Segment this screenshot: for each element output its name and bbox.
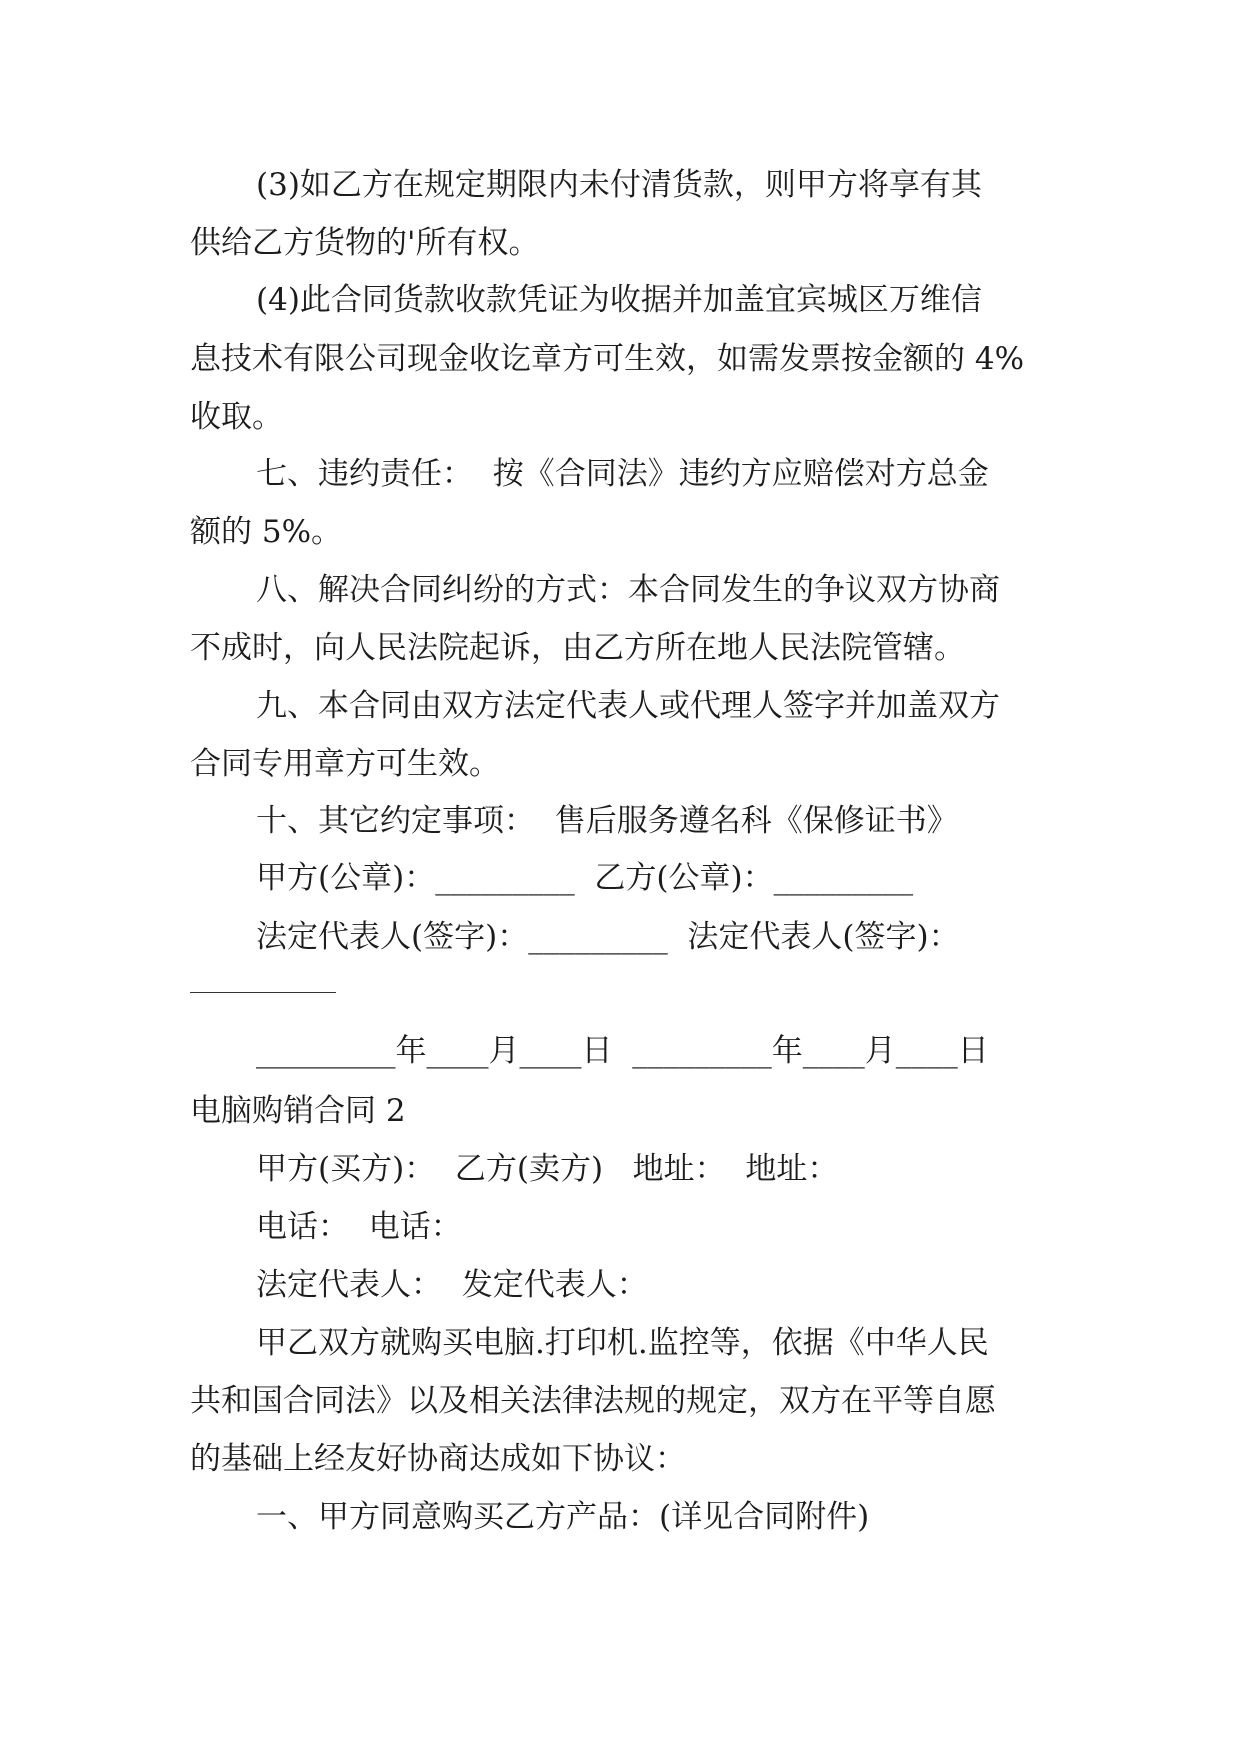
section-9-line-2: 合同专用章方可生效。: [190, 746, 500, 782]
contract-2-title: 电脑购销合同 2: [190, 1093, 406, 1129]
preamble-line-1: 甲乙双方就购买电脑.打印机.监控等，依据《中华人民: [256, 1325, 989, 1361]
preamble-line-3: 的基础上经友好协商达成如下协议：: [190, 1441, 686, 1477]
section-8-line-1: 八、解决合同纠纷的方式：本合同发生的争议双方协商: [256, 572, 1000, 608]
section-7-line-2: 额的 5%。: [190, 514, 343, 550]
clause-4-line-3: 收取。: [190, 399, 283, 435]
signature-blank: [190, 992, 336, 993]
clause-4-line-2: 息技术有限公司现金收讫章方可生效，如需发票按金额的 4%: [190, 341, 1025, 377]
phone-line: 电话： 电话：: [256, 1209, 462, 1245]
article-1-line: 一、甲方同意购买乙方产品：(详见合同附件): [256, 1499, 870, 1535]
parties-address-line: 甲方(买方)： 乙方(卖方) 地址： 地址：: [256, 1151, 839, 1187]
preamble-line-2: 共和国合同法》以及相关法律法规的规定，双方在平等自愿: [190, 1383, 996, 1419]
section-8-line-2: 不成时，向人民法院起诉，由乙方所在地人民法院管辖。: [190, 630, 965, 666]
legal-representative-line: 法定代表人： 发定代表人：: [256, 1267, 648, 1303]
section-9-line-1: 九、本合同由双方法定代表人或代理人签字并加盖双方: [256, 688, 1000, 724]
section-10-line: 十、其它约定事项： 售后服务遵名科《保修证书》: [256, 803, 958, 839]
clause-3-line-2: 供给乙方货物的'所有权。: [190, 225, 540, 261]
section-7-line-1: 七、违约责任： 按《合同法》违约方应赔偿对方总金: [256, 456, 989, 492]
clause-4-line-1: (4)此合同货款收款凭证为收据并加盖宜宾城区万维信: [256, 282, 982, 318]
date-line: _________年____月____日 _________年____月____日: [256, 1033, 989, 1069]
representative-signature-line: 法定代表人(签字)：_________ 法定代表人(签字)：: [256, 919, 960, 955]
clause-3-line-1: (3)如乙方在规定期限内未付清货款，则甲方将享有其: [256, 167, 982, 203]
party-seal-line: 甲方(公章)：_________ 乙方(公章)：_________: [256, 860, 914, 896]
